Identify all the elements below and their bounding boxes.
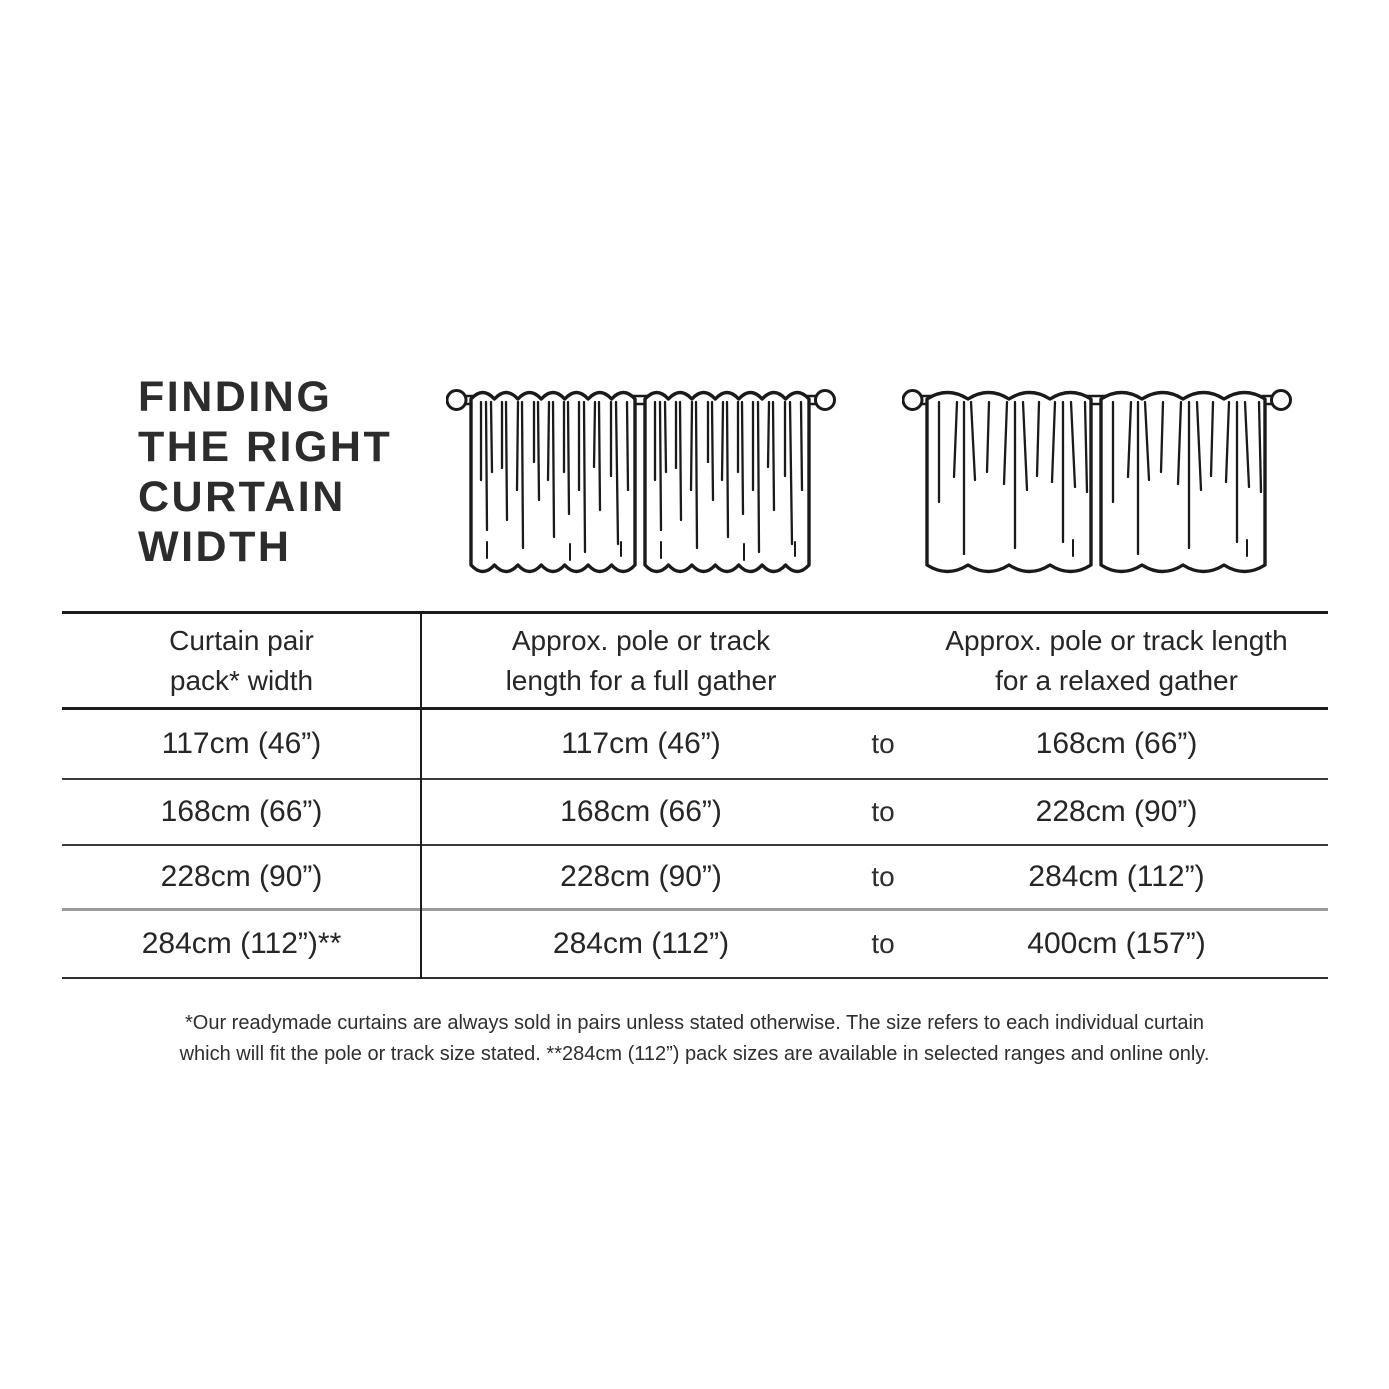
relaxed-gather-cell: 400cm (157”) <box>1027 927 1206 960</box>
to-connector: to <box>871 928 895 959</box>
header-line: length for a full gather <box>505 664 777 696</box>
relaxed-gather-cell: 228cm (90”) <box>1035 795 1198 828</box>
page-title-line: CURTAIN <box>138 473 346 521</box>
header-spacer <box>861 614 905 707</box>
header-full-gather <box>421 614 861 707</box>
header-line: Approx. pole or track length <box>945 624 1288 656</box>
curtain-pair-full-gather-icon <box>446 372 836 589</box>
full-gather-cell: 117cm (46”) <box>561 727 721 760</box>
table-header-row <box>62 614 1328 710</box>
to-connector: to <box>871 861 895 892</box>
full-gather-cell: 284cm (112”) <box>552 927 730 960</box>
table-row <box>62 710 1328 780</box>
relaxed-gather-cell: 168cm (66”) <box>1035 727 1198 760</box>
page-title-line: WIDTH <box>138 523 292 571</box>
page-title-line: FINDING <box>138 373 333 421</box>
table-row <box>62 780 1328 846</box>
table-row <box>62 911 1328 979</box>
footnote-line: *Our readymade curtains are always sold in pairs unless stated otherwise. The size refers to each individual curtain <box>184 1012 1205 1034</box>
table-row <box>62 846 1328 911</box>
page-title-line: THE RIGHT <box>138 423 393 471</box>
footnote <box>0 1008 1389 1070</box>
to-connector: to <box>871 796 895 827</box>
header-line: pack* width <box>169 664 314 696</box>
header-pack-width <box>62 614 421 707</box>
header-line: Approx. pole or track <box>511 624 771 656</box>
header-line: Curtain pair <box>169 624 314 656</box>
to-connector: to <box>871 728 895 759</box>
header-relaxed-gather <box>905 614 1328 707</box>
size-guide-table <box>62 611 1328 979</box>
table-column-divider <box>420 614 422 979</box>
page-title <box>138 372 392 572</box>
relaxed-gather-cell: 284cm (112”) <box>1028 860 1205 893</box>
pack-width-cell: 168cm (66”) <box>160 795 323 828</box>
full-gather-cell: 228cm (90”) <box>560 860 722 893</box>
footnote-line: which will fit the pole or track size stated. **284cm (112”) pack sizes are available in selected ranges and online only. <box>179 1043 1210 1065</box>
pack-width-cell: 228cm (90”) <box>160 860 323 893</box>
header-line: for a relaxed gather <box>995 664 1238 696</box>
pack-width-cell: 117cm (46”) <box>161 727 322 760</box>
pack-width-cell: 284cm (112”)** <box>141 927 342 960</box>
full-gather-cell: 168cm (66”) <box>560 795 722 828</box>
curtain-pair-relaxed-gather-icon <box>902 372 1292 589</box>
